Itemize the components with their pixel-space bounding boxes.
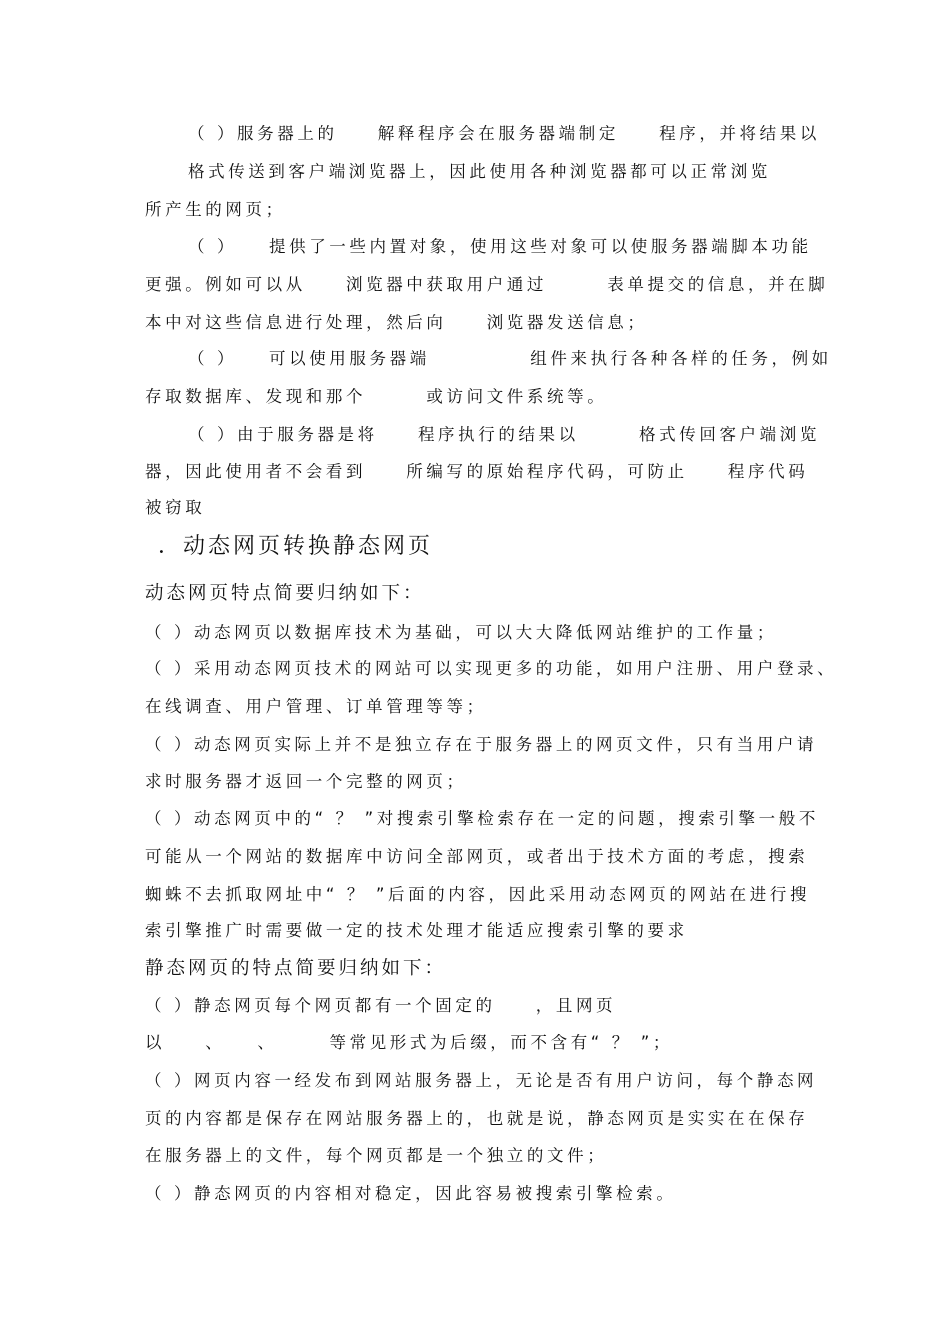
section-heading: ．动态网页转换静态网页	[158, 534, 434, 559]
static-feature-2-line-2: 页的内容都是保存在网站服务器上的，也就是说，静态网页是实实在在保存	[145, 1109, 809, 1128]
asp-feature-1-line-1: （ ）服务器上的 解释程序会在服务器端制定 程序，并将结果以	[188, 124, 820, 143]
asp-feature-3-line-1: （ ） 可以使用服务器端 组件来执行各种各样的任务，例如	[188, 349, 832, 368]
asp-feature-4-line-2: 器，因此使用者不会看到 所编写的原始程序代码，可防止 程序代码	[145, 462, 809, 481]
dynamic-feature-2-line-2: 在线调查、用户管理、订单管理等等；	[145, 697, 487, 716]
static-feature-1-line-1: （ ）静态网页每个网页都有一个固定的 ，且网页	[145, 996, 617, 1015]
static-feature-1-line-2: 以 、 、 等常见形式为后缀，而不含有“ ？ ”；	[145, 1033, 673, 1052]
static-feature-3: （ ）静态网页的内容相对稳定，因此容易被搜索引擎检索。	[145, 1184, 677, 1203]
asp-feature-1-line-3: 所产生的网页；	[145, 200, 286, 219]
dynamic-features-title: 动态网页特点简要归纳如下：	[145, 583, 425, 604]
asp-feature-4-line-1: （ ）由于服务器是将 程序执行的结果以 格式传回客户端浏览	[188, 425, 820, 444]
dynamic-feature-2-line-1: （ ）采用动态网页技术的网站可以实现更多的功能，如用户注册、用户登录、	[145, 659, 838, 678]
asp-feature-2-line-2: 更强。例如可以从 浏览器中获取用户通过 表单提交的信息，并在脚	[145, 275, 829, 294]
dynamic-feature-3-line-1: （ ）动态网页实际上并不是独立存在于服务器上的网页文件，只有当用户请	[145, 735, 818, 754]
asp-feature-3-line-2: 存取数据库、发现和那个 或访问文件系统等。	[145, 387, 608, 406]
dynamic-feature-4-line-1: （ ）动态网页中的“ ？ ”对搜索引擎检索存在一定的问题，搜索引擎一般不	[145, 809, 819, 828]
dynamic-feature-1: （ ）动态网页以数据库技术为基础，可以大大降低网站维护的工作量；	[145, 623, 777, 642]
dynamic-feature-4-line-2: 可能从一个网站的数据库中访问全部网页，或者出于技术方面的考虑，搜索	[145, 847, 809, 866]
dynamic-feature-3-line-2: 求时服务器才返回一个完整的网页；	[145, 772, 467, 791]
dynamic-feature-4-line-3: 蜘蛛不去抓取网址中“ ？ ”后面的内容，因此采用动态网页的网站在进行搜	[145, 885, 811, 904]
dynamic-feature-4-line-4: 索引擎推广时需要做一定的技术处理才能适应搜索引擎的要求	[145, 921, 688, 940]
static-features-title: 静态网页的特点简要归纳如下：	[145, 958, 447, 979]
static-feature-2-line-1: （ ）网页内容一经发布到网站服务器上，无论是否有用户访问，每个静态网	[145, 1071, 818, 1090]
asp-feature-1-line-2: 格式传送到客户端浏览器上，因此使用各种浏览器都可以正常浏览	[188, 162, 771, 181]
asp-feature-4-line-3: 被窃取	[145, 498, 206, 517]
static-feature-2-line-3: 在服务器上的文件，每个网页都是一个独立的文件；	[145, 1146, 608, 1165]
asp-feature-2-line-3: 本中对这些信息进行处理，然后向 浏览器发送信息；	[145, 313, 648, 332]
asp-feature-2-line-1: （ ） 提供了一些内置对象，使用这些对象可以使服务器端脚本功能	[188, 237, 812, 256]
